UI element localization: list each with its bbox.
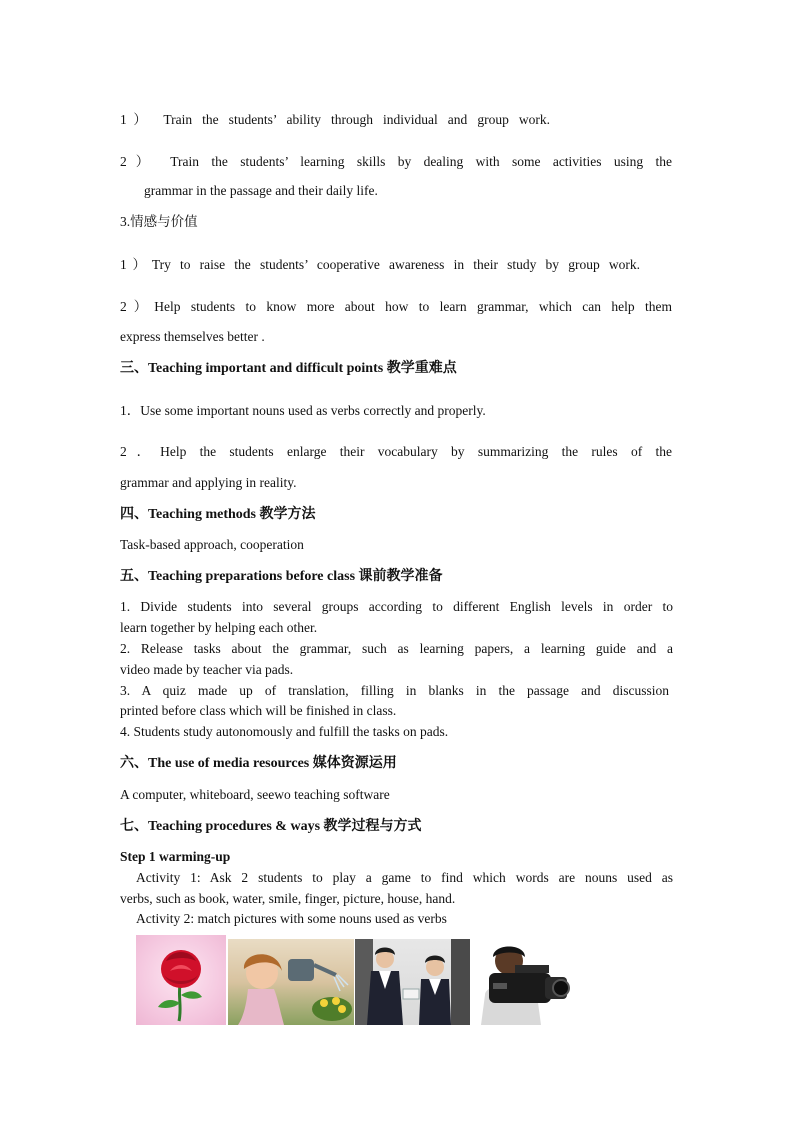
section-7-heading: 七、Teaching procedures & ways 教学过程与方式 — [120, 819, 422, 834]
section-5-line: 4. Students study autonomously and fulfill the tasks on pads. — [120, 724, 449, 739]
section-3-item-2-line-1: 2．Help the students enlarge their vocabulary by summarizing the rules of the — [120, 444, 672, 459]
emotion-item-2-line-2: express themselves better . — [120, 329, 265, 344]
section-4-heading: 四、Teaching methods 教学方法 — [120, 507, 316, 522]
emotion-item-1: 1）Try to raise the students’ cooperative awareness in their study by group work. — [120, 257, 640, 272]
skills-item-2-line-2: grammar in the passage and their daily life. — [144, 183, 378, 198]
activity-1-line-1: Activity 1: Ask 2 students to play a game to find which words are nouns used as — [136, 870, 673, 885]
section-6-text: A computer, whiteboard, seewo teaching software — [120, 787, 390, 802]
skills-item-2-line-1: 2） Train the students’ learning skills by dealing with some activities using the — [120, 154, 672, 169]
girl-watering-plants-icon — [228, 939, 354, 1025]
section-4-text: Task-based approach, cooperation — [120, 537, 304, 552]
section-3-item-1: 1．Use some important nouns used as verbs correctly and properly. — [120, 403, 486, 418]
rose-icon — [136, 935, 226, 1025]
section-5-line: printed before class which will be finished in class. — [120, 703, 397, 718]
section-5-line: learn together by helping each other. — [120, 620, 318, 635]
section-5-line: video made by teacher via pads. — [120, 662, 294, 677]
section-5-heading: 五、Teaching preparations before class 课前教学准备 — [120, 569, 443, 584]
section-3-item-2-line-2: grammar and applying in reality. — [120, 475, 297, 490]
emotion-heading: 3.情感与价值 — [120, 214, 198, 229]
emotion-item-2-line-1: 2）Help students to know more about how to learn grammar, which can help them — [120, 299, 672, 314]
activity-2: Activity 2: match pictures with some nouns used as verbs — [136, 911, 447, 926]
skills-item-1: 1） Train the students’ ability through individual and group work. — [120, 112, 550, 127]
section-6-heading: 六、The use of media resources 媒体资源运用 — [120, 756, 397, 771]
section-3-heading: 三、Teaching important and difficult points 教学重难点 — [120, 361, 457, 376]
students-handing-book-icon — [355, 939, 470, 1025]
person-with-video-camera-icon — [475, 939, 571, 1025]
section-5-line: 2. Release tasks about the grammar, such as learning papers, a learning guide and a — [120, 641, 673, 656]
section-5-line: 1. Divide students into several groups according to different English levels in order to — [120, 599, 673, 614]
activity-1-line-2: verbs, such as book, water, smile, finger, picture, house, hand. — [120, 891, 456, 906]
step-1-heading: Step 1 warming-up — [120, 849, 231, 864]
section-5-line: 3. A quiz made up of translation, filling in blanks in the passage and discussion — [120, 683, 669, 698]
